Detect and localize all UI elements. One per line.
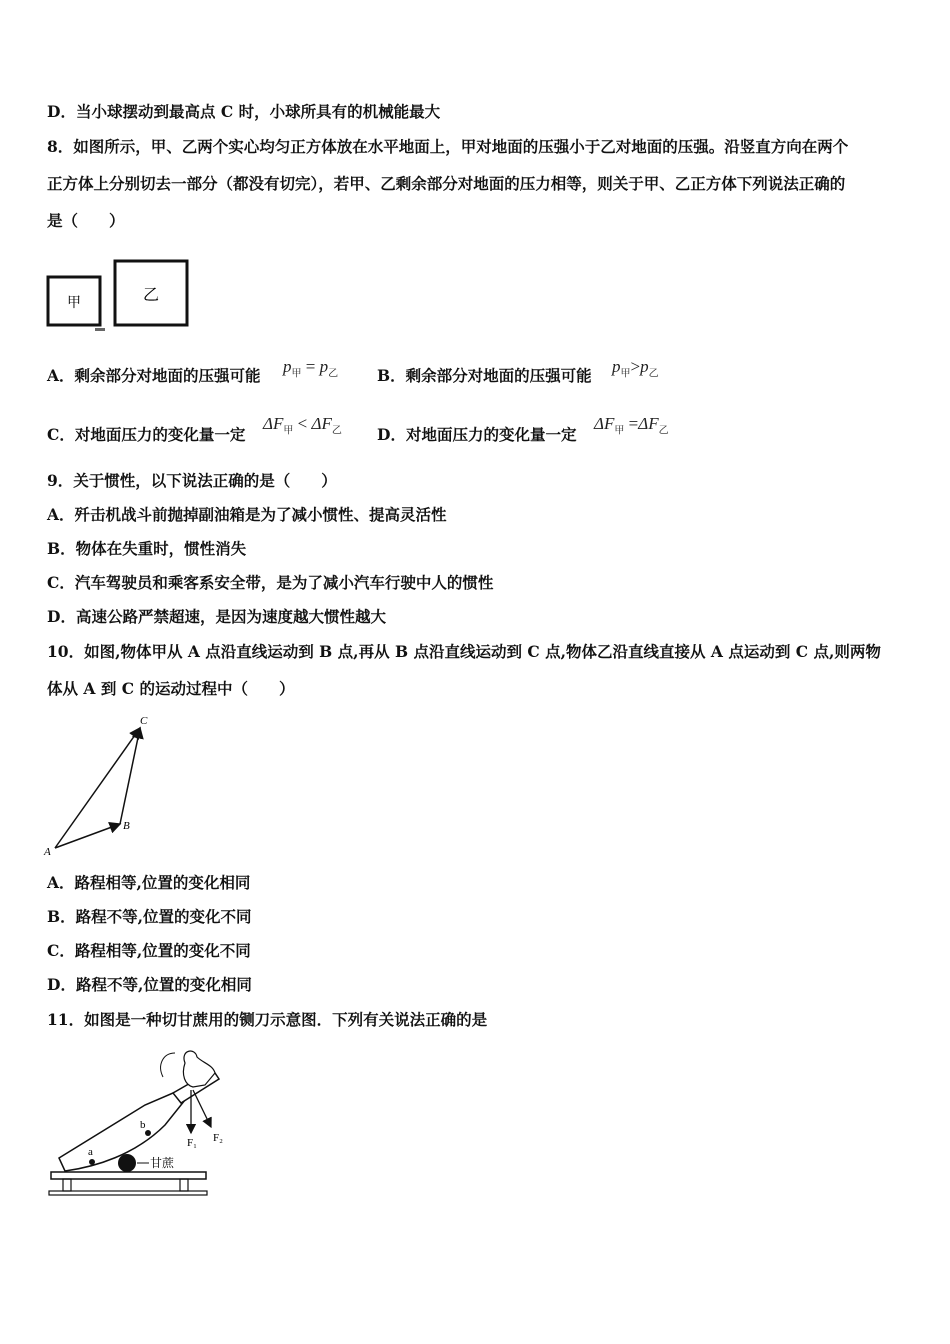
q8-option-d: D．对地面压力的变化量一定 (377, 425, 577, 444)
q8-option-a-math: $p_甲 = p_乙$ (283, 357, 339, 380)
q10-figure (40, 712, 160, 862)
q11-arm (161, 1053, 175, 1077)
q8-stem-line2: 正方体上分别切去一部分（都没有切完），若甲、乙剩余部分对地面的压力相等，则关于甲、乙正方体下列说法正确的 (47, 174, 846, 193)
q8-cube-jia-label: 甲 (67, 295, 81, 311)
q11-point-b (145, 1130, 151, 1136)
q10-stem-line2: 体从 A 到 C 的运动过程中（ ） (47, 679, 295, 698)
q9-option-c: C．汽车驾驶员和乘客系安全带，是为了减小汽车行驶中人的惯性 (47, 573, 494, 592)
q8-ground-mark (95, 328, 105, 331)
q10-label-c: C (140, 715, 148, 727)
q10-option-d: D．路程不等,位置的变化相同 (47, 975, 252, 994)
q8-stem-line1: 8．如图所示，甲、乙两个实心均匀正方体放在水平地面上，甲对地面的压强小于乙对地面的压强。沿竖直方向在两个 (47, 137, 849, 156)
q11-base-bottom (49, 1191, 207, 1195)
q8-option-c-math: $\Delta F_甲 < \Delta F_乙$ (263, 414, 342, 437)
q8-stem-line3: 是（ ） (47, 211, 125, 230)
q11-base-leg-right (180, 1179, 188, 1191)
q9-option-b: B．物体在失重时，惯性消失 (47, 539, 247, 558)
q8-option-b-math: $p_甲>p_乙$ (612, 357, 659, 380)
q9-option-d: D．高速公路严禁超速，是因为速度越大惯性越大 (47, 607, 386, 626)
q11-base-leg-left (63, 1179, 71, 1191)
q7-option-d: D．当小球摆动到最高点 C 时，小球所具有的机械能最大 (47, 102, 441, 121)
q8-figure (45, 255, 195, 335)
q10-path-a-to-b (55, 824, 120, 848)
q10-label-b: B (123, 820, 130, 832)
q11-base-board (51, 1172, 206, 1179)
q10-option-b: B．路程不等,位置的变化不同 (47, 907, 252, 926)
q10-label-a: A (44, 846, 51, 858)
q8-option-a: A．剩余部分对地面的压强可能 (47, 366, 261, 385)
q8-option-c: C．对地面压力的变化量一定 (47, 425, 246, 444)
q11-label-f2: F₂ (213, 1132, 223, 1144)
q11-label-a: a (88, 1146, 93, 1158)
q11-label-sugarcane: 甘蔗 (150, 1156, 175, 1170)
q8-option-b: B．剩余部分对地面的压强可能 (377, 366, 592, 385)
q11-label-f1: F₁ (187, 1137, 197, 1149)
q11-figure (45, 1045, 225, 1205)
q10-stem-line1: 10．如图,物体甲从 A 点沿直线运动到 B 点,再从 B 点沿直线运动到 C 点,物体乙沿直线直接从 A 点运动到 C 点,则两物 (47, 642, 881, 661)
q10-option-c: C．路程相等,位置的变化不同 (47, 941, 251, 960)
q11-label-b: b (140, 1119, 146, 1131)
q11-stem: 11．如图是一种切甘蔗用的铡刀示意图．下列有关说法正确的是 (47, 1010, 488, 1029)
q8-cube-yi-label: 乙 (142, 285, 160, 304)
q8-option-d-math: $\Delta F_甲 =\Delta F_乙$ (594, 414, 669, 437)
q9-stem: 9．关于惯性，以下说法正确的是（ ） (47, 471, 337, 490)
q9-option-a: A．歼击机战斗前抛掉副油箱是为了减小惯性、提高灵活性 (47, 505, 447, 524)
q11-force-f2 (193, 1090, 211, 1127)
q11-point-a (89, 1159, 95, 1165)
q10-option-a: A．路程相等,位置的变化相同 (47, 873, 251, 892)
q11-sugarcane (118, 1154, 136, 1172)
